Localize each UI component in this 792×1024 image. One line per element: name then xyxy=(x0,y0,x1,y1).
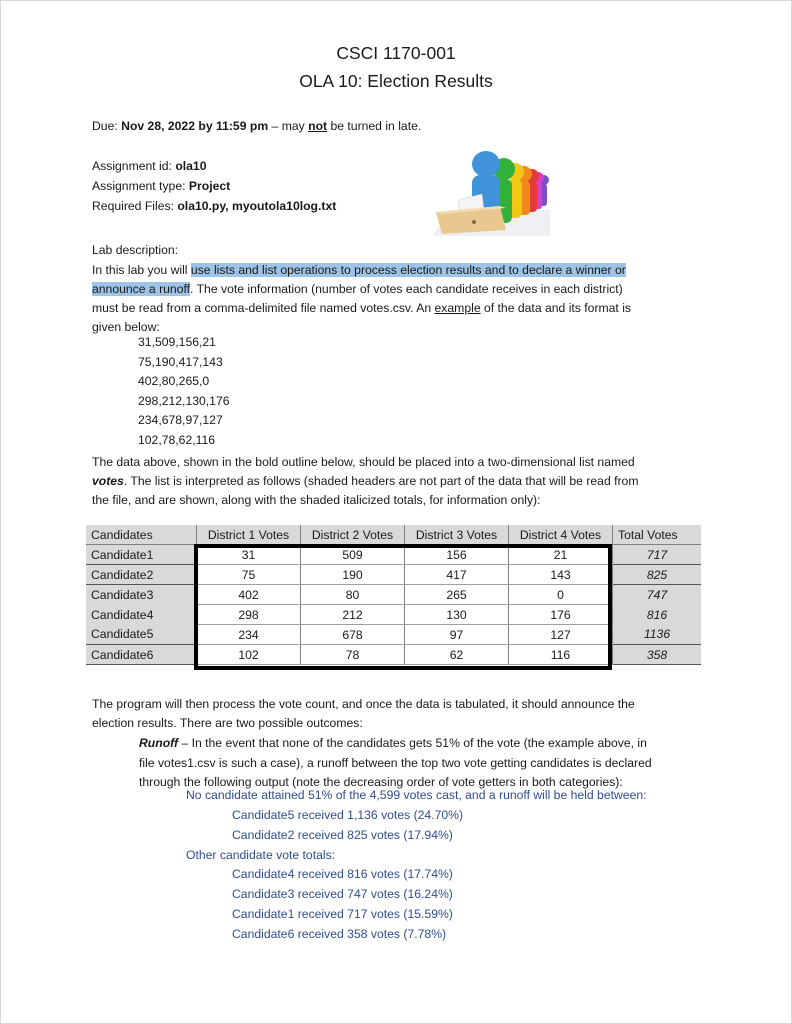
runoff-line-3: through the following output (note the decreasing order of vote getters in both categories): xyxy=(139,775,623,789)
assignment-title: OLA 10: Election Results xyxy=(299,71,493,91)
lab-text: In this lab you will xyxy=(92,263,191,277)
table-row xyxy=(86,585,701,605)
assignment-id-label: Assignment id: xyxy=(92,159,176,173)
explain-line-3: the file, and are shown, along with the shaded italicized totals, for information only): xyxy=(92,493,541,507)
candidate-name: Candidate2 xyxy=(86,565,197,585)
vote-cell: 102 xyxy=(197,645,301,665)
table-row xyxy=(86,545,701,565)
due-not: not xyxy=(308,119,328,133)
required-files-value: ola10.py, myoutola10log.txt xyxy=(177,199,337,213)
total-cell: 816 xyxy=(613,605,702,625)
total-cell: 717 xyxy=(613,545,702,565)
vote-cell: 298 xyxy=(197,605,301,625)
assignment-id-value: ola10 xyxy=(175,159,207,173)
runoff-line-2: file votes1.csv is such a case), a runoff between the top two vote getting candidates is declared xyxy=(139,756,652,770)
assignment-type xyxy=(92,176,230,196)
header-candidates: Candidates xyxy=(86,525,197,545)
vote-cell: 417 xyxy=(405,565,509,585)
vote-cell: 176 xyxy=(509,605,613,625)
vote-cell: 678 xyxy=(301,625,405,645)
explain-line-1: The data above, shown in the bold outline below, should be placed into a two-dimensional list named xyxy=(92,455,635,469)
vote-cell: 75 xyxy=(197,565,301,585)
table-row xyxy=(86,645,701,665)
output-other-candidate: Candidate6 received 358 votes (7.78%) xyxy=(232,927,447,941)
lab-desc-line-1 xyxy=(92,260,626,280)
table-row xyxy=(86,605,701,625)
total-cell: 358 xyxy=(613,645,702,665)
explain-line-2 xyxy=(92,471,638,491)
table-row xyxy=(86,565,701,585)
output-other-candidate: Candidate4 received 816 votes (17.74%) xyxy=(232,867,453,881)
due-dash: – may xyxy=(268,119,309,133)
vote-cell: 0 xyxy=(509,585,613,605)
vote-cell: 234 xyxy=(197,625,301,645)
runoff-label: Runoff xyxy=(139,736,179,750)
header-district-2: District 2 Votes xyxy=(301,525,405,545)
highlighted-text: announce a runoff xyxy=(92,282,191,296)
lab-desc-line-4: given below: xyxy=(92,320,160,334)
header-district-1: District 1 Votes xyxy=(197,525,301,545)
vote-cell: 190 xyxy=(301,565,405,585)
lab-desc-line-2 xyxy=(92,279,623,299)
csv-line: 102,78,62,116 xyxy=(138,432,216,447)
csv-line: 234,678,97,127 xyxy=(138,413,223,427)
csv-line: 31,509,156,21 xyxy=(138,335,216,349)
runoff-text: – In the event that none of the candidates gets 51% of the vote (the example above, in xyxy=(178,736,647,750)
vote-cell: 31 xyxy=(197,545,301,565)
vote-cell: 97 xyxy=(405,625,509,645)
csv-line: 298,212,130,176 xyxy=(138,393,230,408)
voters-ballot-box-icon xyxy=(432,150,550,236)
vote-cell: 78 xyxy=(301,645,405,665)
vote-cell: 116 xyxy=(509,645,613,665)
runoff-line-1 xyxy=(139,733,647,753)
explain-text: . The list is interpreted as follows (shaded headers are not part of the data that will be read from xyxy=(123,474,639,488)
vote-cell: 80 xyxy=(301,585,405,605)
vote-cell: 265 xyxy=(405,585,509,605)
assignment-type-value: Project xyxy=(188,179,231,193)
candidate-name: Candidate6 xyxy=(86,645,197,665)
candidate-name: Candidate4 xyxy=(86,605,197,625)
vote-cell: 127 xyxy=(509,625,613,645)
total-cell: 825 xyxy=(613,565,702,585)
output-runoff-candidate: Candidate2 received 825 votes (17.94%) xyxy=(232,828,453,842)
due-date: Nov 28, 2022 by 11:59 pm xyxy=(121,119,269,133)
total-cell: 747 xyxy=(613,585,702,605)
process-line-2: election results. There are two possible outcomes: xyxy=(92,716,363,730)
due-rest: be turned in late. xyxy=(327,119,422,133)
csv-line: 75,190,417,143 xyxy=(138,354,223,369)
output-runoff-candidate: Candidate5 received 1,136 votes (24.70%) xyxy=(232,808,464,822)
required-files xyxy=(92,196,336,216)
candidate-name: Candidate1 xyxy=(86,545,197,565)
vote-cell: 156 xyxy=(405,545,509,565)
vote-cell: 130 xyxy=(405,605,509,625)
vote-cell: 21 xyxy=(509,545,613,565)
csv-example xyxy=(138,333,230,450)
lab-desc-line-3 xyxy=(92,298,631,318)
course-title: CSCI 1170-001 xyxy=(336,43,456,63)
votes-keyword: votes xyxy=(92,474,124,488)
vote-cell: 402 xyxy=(197,585,301,605)
header-district-4: District 4 Votes xyxy=(509,525,613,545)
lab-text: must be read from a comma-delimited file named votes.csv. An xyxy=(92,301,435,315)
votes-table xyxy=(86,525,701,665)
table-header-row xyxy=(86,525,701,545)
highlighted-text: use lists and list operations to process election results and to declare a winner or xyxy=(190,263,626,277)
assignment-type-label: Assignment type: xyxy=(92,179,189,193)
lab-heading: Lab description: xyxy=(92,243,179,257)
output-other-label: Other candidate vote totals: xyxy=(186,848,336,862)
output-other-candidate: Candidate3 received 747 votes (16.24%) xyxy=(232,887,453,901)
example-underlined: example xyxy=(434,301,481,315)
header-total: Total Votes xyxy=(613,525,702,545)
vote-cell: 143 xyxy=(509,565,613,585)
vote-cell: 212 xyxy=(301,605,405,625)
required-files-label: Required Files: xyxy=(92,199,178,213)
header-district-3: District 3 Votes xyxy=(405,525,509,545)
vote-cell: 509 xyxy=(301,545,405,565)
total-cell: 1136 xyxy=(613,625,702,645)
output-runoff-line: No candidate attained 51% of the 4,599 votes cast, and a runoff will be held between: xyxy=(186,788,647,802)
csv-line: 402,80,265,0 xyxy=(138,374,210,388)
assignment-id xyxy=(92,156,207,176)
due-label: Due: xyxy=(92,119,122,133)
lab-text: . The vote information (number of votes each candidate receives in each district) xyxy=(190,282,623,296)
due-line xyxy=(92,116,421,136)
vote-cell: 62 xyxy=(405,645,509,665)
process-line-1: The program will then process the vote count, and once the data is tabulated, it should announce the xyxy=(92,697,635,711)
lab-text: of the data and its format is xyxy=(480,301,632,315)
table-row xyxy=(86,625,701,645)
output-other-candidate: Candidate1 received 717 votes (15.59%) xyxy=(232,907,453,921)
candidate-name: Candidate5 xyxy=(86,625,197,645)
candidate-name: Candidate3 xyxy=(86,585,197,605)
